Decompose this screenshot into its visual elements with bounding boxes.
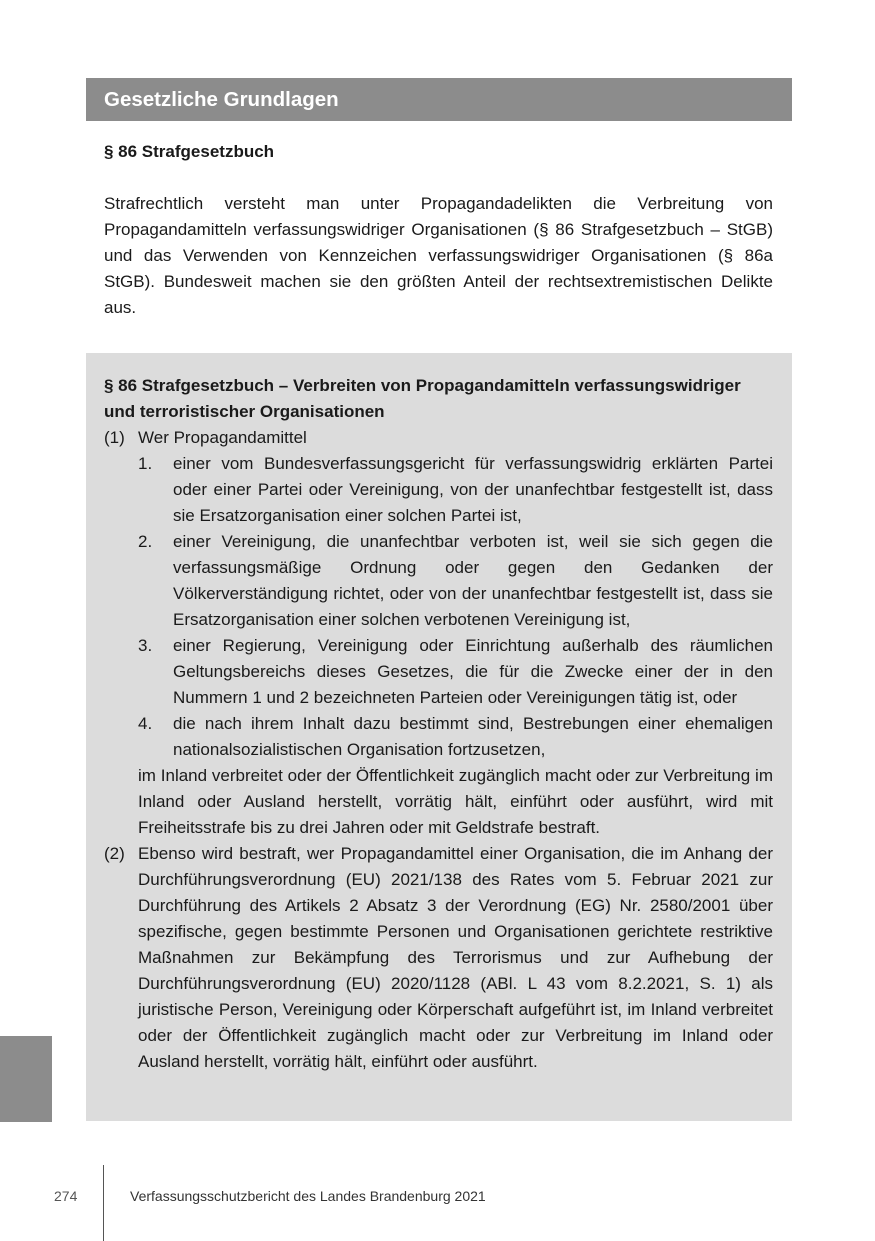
list-item-text: einer Regierung, Vereinigung oder Einrichtung außerhalb des räumlichen Geltungsbereichs dieses Gesetzes, die für die Zwecke einer der in den Nummern 1 und 2 bezeichneten Parteien oder Vereinigungen tätig ist, oder [173,636,773,707]
paragraph-2 [104,841,773,1075]
paragraph-1-text: Wer Propagandamittel [138,428,307,447]
page-number: 274 [54,1188,78,1204]
list-item-text: einer vom Bundesverfassungsgericht für verfassungswidrig erklärten Partei oder einer Partei oder Vereinigung, von der unanfechtbar festgestellt ist, dass sie Ersatzorganisation einer solchen Partei ist, [173,454,773,525]
list-item-number: 4. [138,714,153,733]
paragraph-2-text: Ebenso wird bestraft, wer Propagandamittel einer Organisation, die im Anhang der Durchführungsverordnung (EU) 2021/138 des Rates vom 5. Februar 2021 zur Durchführung des Artikels 2 Absatz 3 der Verordnung (EG) Nr. 2580/2001 über spezifische, gegen bestimmte Personen und Organisationen gerichtete restriktive Maßnahmen zur Bekämpfung des Terrorismus und zur Aufhebung der Durchführungsverordnung (EU) 2020/1128 (ABl. L 43 vom 8.2.2021, S. 1) als juristische Person, Vereinigung oder Körperschaft aufgeführt ist, im Inland verbreitet oder der Öffentlichkeit zugänglich macht oder zur Verbreitung im Inland oder Ausland herstellt, vorrätig hält, einführt oder ausführt. [138,844,773,1071]
section-header-title: Gesetzliche Grundlagen [104,88,339,111]
section-header-bar [86,78,792,121]
paragraph-1 [104,425,773,451]
intro-paragraph: Strafrechtlich versteht man unter Propagandadelikten die Verbreitung von Propagandamitteln verfassungswidriger Organisationen (§ 86 Strafgesetzbuch – StGB) und das Verwenden von Kennzeichen verfassungswidriger Organisationen (§ 86a StGB). Bundesweit machen sie den größten Anteil der rechtsextremistischen Delikte aus. [104,194,773,317]
list-item-text: die nach ihrem Inhalt dazu bestimmt sind, Bestrebungen einer ehemaligen nationalsozialistischen Organisation fortzusetzen, [173,714,773,759]
list-item-number: 1. [138,454,153,473]
footer-title: Verfassungsschutzbericht des Landes Brandenburg 2021 [130,1188,486,1204]
chapter-side-tab [0,1036,52,1122]
footer-divider [103,1165,104,1241]
law-text-title: § 86 Strafgesetzbuch – Verbreiten von Propagandamitteln verfassungswidriger und terroristischer Organisationen [104,376,741,421]
paragraph-1-number: (1) [104,428,125,447]
list-item [138,451,773,529]
paragraph-2-number: (2) [104,844,125,863]
list-item-number: 3. [138,636,153,655]
paragraph-1-list [138,451,773,763]
list-item [138,711,773,763]
list-item-number: 2. [138,532,153,551]
list-item-text: einer Vereinigung, die unanfechtbar verboten ist, weil sie sich gegen die verfassungsmäßige Ordnung oder gegen den Gedanken der Völkerverständigung richtet, oder von der unanfechtbar festgestellt ist, dass sie Ersatzorganisation einer solchen verbotenen Vereinigung ist, [173,532,773,629]
list-item [138,633,773,711]
list-item [138,529,773,633]
section-heading: § 86 Strafgesetzbuch [104,142,275,161]
paragraph-1-continuation: im Inland verbreitet oder der Öffentlichkeit zugänglich macht oder zur Verbreitung im Inland oder Ausland herstellt, vorrätig hält, einführt oder ausführt, wird mit Freiheitsstrafe bis zu drei Jahren oder mit Geldstrafe bestraft. [138,766,773,837]
